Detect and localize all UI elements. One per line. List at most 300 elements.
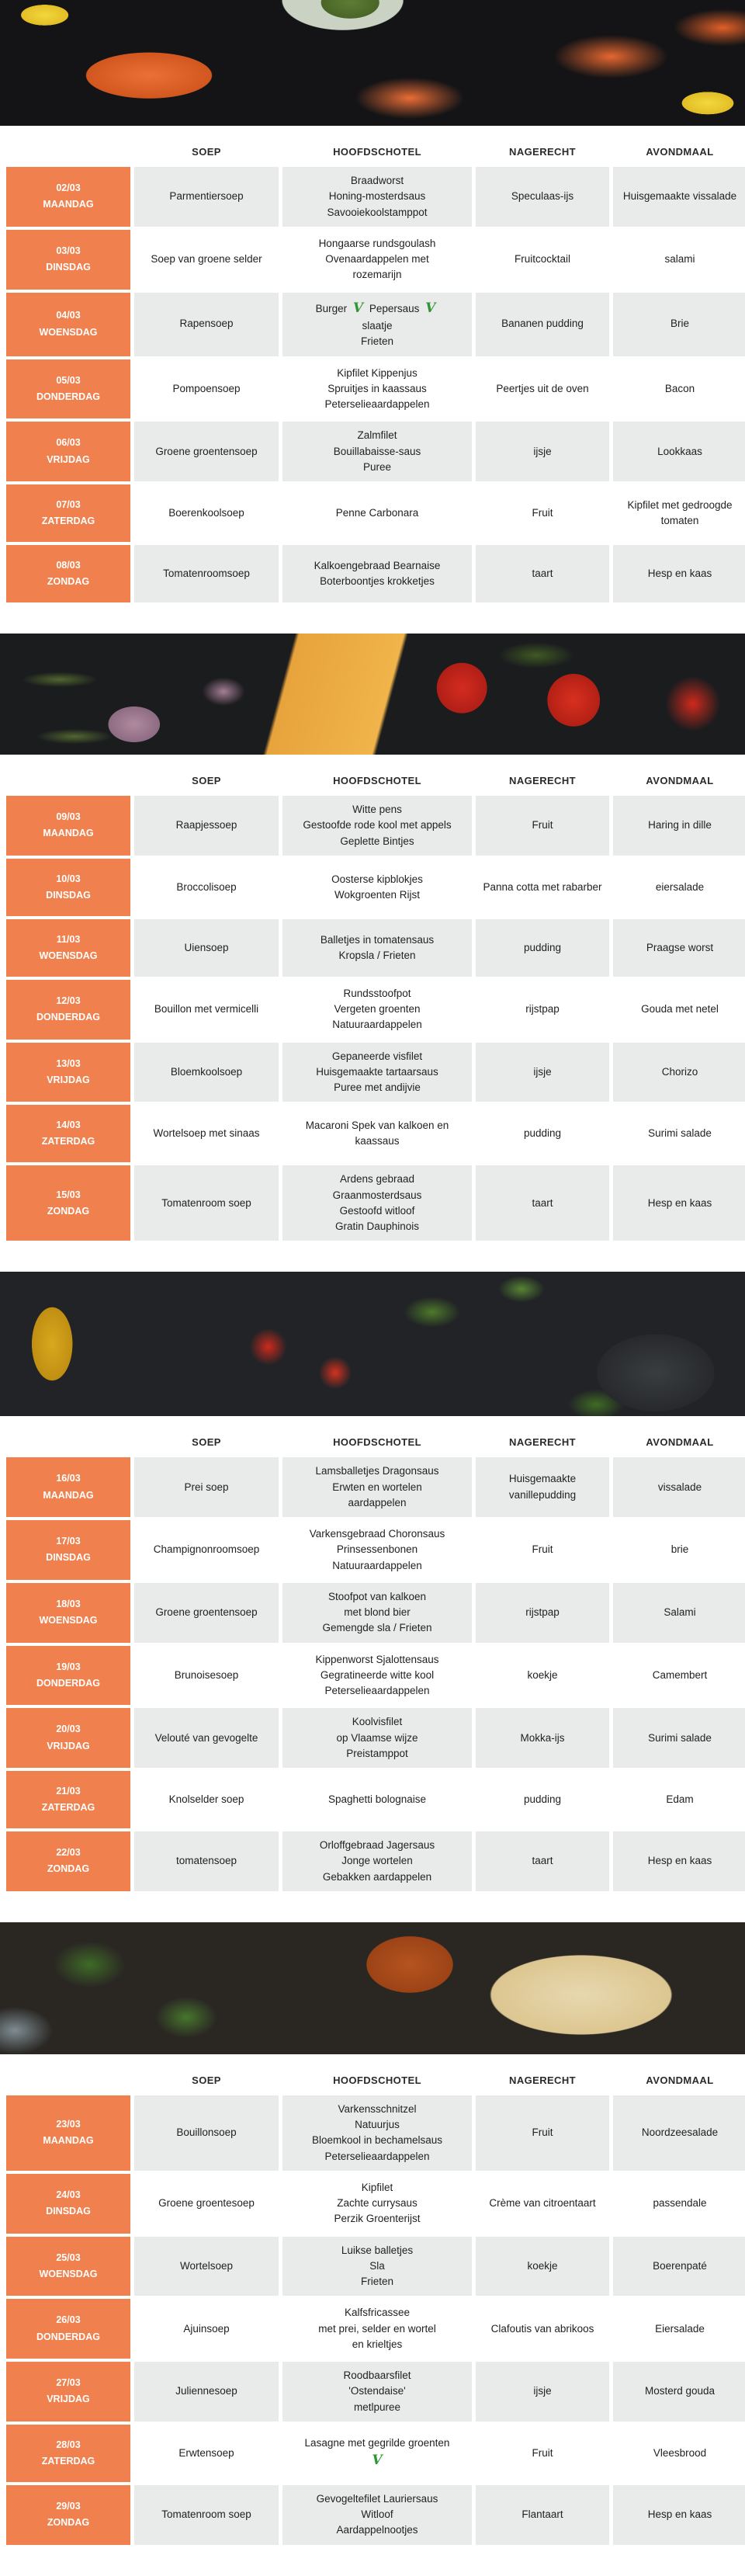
dish-line: Geplette Bintjes (340, 835, 414, 847)
dish-line: Erwtensoep (178, 2446, 234, 2459)
dish-line: Huisgemaakte tartaarsaus (316, 1065, 438, 1078)
dish-line: passendale (653, 2197, 707, 2209)
menu-cell-avondmaal (613, 859, 745, 916)
menu-cell-soep (134, 1457, 279, 1517)
menu-cell-hoofdschotel (282, 796, 472, 856)
table-row (6, 1520, 739, 1580)
row-day: ZATERDAG (41, 516, 95, 526)
row-day: DINSDAG (46, 262, 91, 273)
menu-cell-hoofdschotel (282, 1708, 472, 1768)
menu-cell-hoofdschotel (282, 1831, 472, 1891)
menu-cell-hoofdschotel (282, 1771, 472, 1828)
dish-line: Panna cotta met rabarber (483, 880, 602, 893)
dish-line: Velouté van gevogelte (154, 1731, 258, 1744)
menu-cell-hoofdschotel (282, 980, 472, 1040)
day-cell (6, 1105, 130, 1162)
menu-cell-soep (134, 2362, 279, 2422)
menu-cell-nagerecht (476, 1831, 609, 1891)
menu-cell-avondmaal (613, 1520, 745, 1580)
menu-cell-hoofdschotel (282, 2095, 472, 2171)
row-date: 16/03 (56, 1473, 81, 1484)
dish-line: Orloffgebraad Jagersaus (319, 1839, 435, 1851)
menu-cell-nagerecht (476, 2299, 609, 2359)
dish-line: Jonge wortelen (341, 1855, 413, 1867)
dish-line: Gestoofd witloof (339, 1204, 415, 1217)
row-day: WOENSDAG (39, 326, 98, 338)
menu-cell-nagerecht (476, 230, 609, 290)
dish-line: aardappelen (348, 1496, 407, 1508)
menu-cell-nagerecht (476, 484, 609, 542)
menu-cell-hoofdschotel (282, 1520, 472, 1580)
menu-cell-hoofdschotel (282, 859, 472, 916)
menu-cell-avondmaal (613, 230, 745, 290)
table-row (6, 859, 739, 916)
dish-line: Frieten (360, 335, 394, 348)
menu-cell-soep (134, 293, 279, 356)
menu-cell-nagerecht (476, 1457, 609, 1517)
dish-line: Peterselieaardappelen (324, 1685, 430, 1696)
dish-line: Gratin Dauphinois (334, 1220, 420, 1232)
dish-line: Huisgemaakte vanillepudding (508, 1473, 577, 1501)
table-row (6, 422, 739, 481)
menu-cell-nagerecht (476, 1708, 609, 1768)
dish-line: Roodbaarsfilet (343, 2369, 411, 2381)
dish-line: Stoofpot van kalkoen (327, 1590, 427, 1602)
day-cell (6, 2237, 130, 2297)
dish-line: Natuuraardappelen (332, 1559, 422, 1571)
dish-line: 'Ostendaise' (348, 2385, 406, 2397)
row-date: 08/03 (56, 559, 81, 571)
row-date: 14/03 (56, 1120, 81, 1130)
dish-line: Kalfsfricassee (344, 2307, 411, 2319)
dish-line: Fruit (532, 2446, 553, 2459)
day-cell (6, 1043, 130, 1102)
row-day: DINSDAG (46, 889, 91, 901)
day-cell (6, 2362, 130, 2422)
dish-line: Lamsballetjes Dragonsaus (315, 1465, 439, 1477)
table-row (6, 1831, 739, 1891)
menu-cell-soep (134, 422, 279, 481)
dish-line: Tomatenroom soep (161, 2508, 251, 2520)
menu-cell-hoofdschotel (282, 919, 472, 977)
menu-cell-soep (134, 2237, 279, 2297)
day-cell (6, 2485, 130, 2545)
menu-cell-soep (134, 919, 279, 977)
dish-line: Natuurjus (355, 2119, 400, 2130)
dish-line: Zalmfilet (357, 429, 397, 442)
week-section-4 (0, 1922, 745, 2545)
table-row (6, 1771, 739, 1828)
row-date: 24/03 (56, 2189, 81, 2200)
row-day: ZONDAG (47, 576, 90, 587)
row-date: 29/03 (56, 2500, 81, 2512)
dish-line: Graanmosterdsaus (332, 1189, 422, 1201)
dish-line: Juliennesoep (175, 2385, 237, 2397)
dish-line: Bloemkoolsoep (170, 1065, 243, 1078)
row-date: 23/03 (56, 2119, 81, 2130)
dish-line: pudding (523, 941, 562, 953)
menu-cell-avondmaal (613, 1457, 745, 1517)
dish-line: taart (532, 1196, 553, 1209)
row-day: DONDERDAG (36, 2331, 100, 2342)
menu-cell-avondmaal (613, 2362, 745, 2422)
dish-line: Ardens gebraad (339, 1173, 415, 1186)
menu-cell-nagerecht (476, 2095, 609, 2171)
dish-line: rozemarijn (352, 269, 402, 281)
menu-cell-hoofdschotel (282, 1583, 472, 1643)
dish-line: Gegratineerde witte kool (320, 1668, 435, 1681)
veg-check-icon: V (425, 300, 436, 316)
day-column-header (6, 146, 130, 158)
menu-cell-hoofdschotel (282, 230, 472, 290)
row-day: VRIJDAG (47, 453, 90, 465)
dish-line: Spruitjes in kaassaus (327, 382, 427, 394)
table-row (6, 2095, 739, 2171)
menu-cell-avondmaal (613, 1583, 745, 1643)
menu-cell-soep (134, 2174, 279, 2234)
dish-line: vissalade (657, 1481, 702, 1493)
dish-line: kaassaus (355, 1135, 400, 1147)
dish-line: Gestoofde rode kool met appels (303, 819, 452, 831)
dish-line: Wokgroenten Rijst (334, 888, 421, 901)
menu-cell-nagerecht (476, 1583, 609, 1643)
dish-line: Eiersalade (655, 2322, 705, 2335)
day-cell (6, 484, 130, 542)
dish-line: Clafoutis van abrikoos (490, 2322, 594, 2335)
dish-line: Peertjes uit de oven (496, 382, 589, 394)
dish-line: Braadworst (350, 175, 404, 186)
row-date: 04/03 (56, 310, 81, 321)
day-cell (6, 293, 130, 356)
row-date: 26/03 (56, 2314, 81, 2326)
dish-line: Groene groentensoep (155, 445, 258, 457)
dish-line: Kalkoengebraad Bearnaise (314, 559, 441, 571)
menu-cell-hoofdschotel (282, 1457, 472, 1517)
dish-line: metlpuree (353, 2401, 401, 2413)
table-row (6, 1165, 739, 1241)
row-day: ZONDAG (47, 1205, 90, 1217)
week-section-2 (0, 634, 745, 1241)
column-header-nagerecht: NAGERECHT (509, 146, 576, 158)
menu-cell-nagerecht (476, 293, 609, 356)
column-header-nagerecht: NAGERECHT (509, 775, 576, 786)
column-headers (6, 2054, 739, 2095)
column-header-hoofdschotel: HOOFDSCHOTEL (333, 146, 421, 158)
dish-line: Broccolisoep (176, 880, 237, 893)
menu-cell-avondmaal (613, 980, 745, 1040)
row-date: 18/03 (56, 1598, 81, 1609)
column-header-avondmaal: AVONDMAAL (646, 146, 714, 158)
day-column-header (6, 1436, 130, 1448)
menu-cell-avondmaal (613, 359, 745, 419)
veg-check-icon: V (372, 2453, 383, 2469)
menu-cell-nagerecht (476, 359, 609, 419)
menu-cell-nagerecht (476, 2425, 609, 2482)
dish-line: Burger V Pepersaus V (287, 299, 467, 319)
dish-line: en krieltjes (352, 2338, 403, 2350)
dish-line: ijsje (533, 1065, 552, 1078)
dish-line: Boterboontjes krokketjes (320, 575, 435, 587)
dish-line: Puree (362, 460, 392, 473)
menu-cell-nagerecht (476, 980, 609, 1040)
dish-line: Speculaas-ijs (511, 190, 574, 203)
dish-line: ijsje (533, 2385, 552, 2397)
menu-cell-hoofdschotel (282, 167, 472, 227)
dish-line: Rapensoep (179, 318, 234, 330)
row-day: DONDERDAG (36, 1012, 100, 1023)
table-row (6, 796, 739, 856)
banner-photo-pasta-basil (0, 1922, 745, 2054)
menu-cell-avondmaal (613, 1831, 745, 1891)
menu-cell-soep (134, 484, 279, 542)
dish-line: Edam (666, 1793, 694, 1805)
dish-line: Groene groentensoep (155, 1606, 258, 1618)
row-day: VRIJDAG (47, 2394, 90, 2405)
dish-line: Frieten (360, 2276, 394, 2287)
menu-cell-soep (134, 2299, 279, 2359)
menu-cell-soep (134, 1105, 279, 1162)
table-row (6, 2299, 739, 2359)
day-cell (6, 1520, 130, 1580)
dish-line: Puree met andijvie (334, 1081, 421, 1093)
dish-line: tomatensoep (175, 1855, 237, 1867)
dish-line: Uiensoep (184, 941, 229, 953)
table-row (6, 1457, 739, 1517)
menu-cell-hoofdschotel (282, 2485, 472, 2545)
dish-line: Groene groentesoep (158, 2197, 255, 2209)
row-day: MAANDAG (43, 828, 94, 839)
dish-line: Savooiekoolstamppot (327, 206, 428, 218)
day-cell (6, 167, 130, 227)
dish-line: Rundsstoofpot (343, 987, 411, 999)
menu-cell-nagerecht (476, 545, 609, 602)
row-date: 06/03 (56, 437, 81, 449)
dish-line: Perzik Groenterijst (334, 2213, 421, 2225)
dish-line (287, 2451, 467, 2471)
menu-cell-soep (134, 1646, 279, 1706)
dish-line: Hesp en kaas (647, 1855, 712, 1867)
dish-line: Vleesbrood (653, 2446, 707, 2459)
dish-line: Varkensschnitzel (338, 2102, 417, 2115)
dish-line: Tomatenroomsoep (163, 567, 250, 579)
dish-line: Parmentiersoep (169, 190, 244, 203)
dish-line: Penne Carbonara (335, 506, 419, 519)
dish-line: Hesp en kaas (647, 567, 712, 579)
dish-line: Erwten en wortelen (332, 1481, 422, 1493)
menu-cell-avondmaal (613, 167, 745, 227)
column-header-soep: SOEP (192, 146, 221, 158)
day-cell (6, 1583, 130, 1643)
dish-line: pudding (523, 1793, 562, 1805)
row-day: ZATERDAG (41, 1802, 95, 1813)
row-day: MAANDAG (43, 2135, 94, 2147)
week-section-1 (0, 0, 745, 602)
day-cell (6, 919, 130, 977)
table-row (6, 1708, 739, 1768)
menu-cell-hoofdschotel (282, 1043, 472, 1102)
dish-line: Tomatenroom soep (161, 1196, 251, 1209)
dish-line: Witloof (361, 2508, 393, 2520)
menu-cell-soep (134, 167, 279, 227)
dish-line: Kipfilet (361, 2181, 393, 2193)
dish-line: Wortelsoep met sinaas (153, 1127, 260, 1140)
row-day: VRIJDAG (47, 1740, 90, 1751)
row-day: DINSDAG (46, 1552, 91, 1564)
dish-line: pudding (523, 1127, 562, 1140)
dish-line: Kipfilet Kippenjus (337, 366, 418, 379)
menu-cell-soep (134, 545, 279, 602)
menu-cell-nagerecht (476, 1043, 609, 1102)
dish-line: Peterselieaardappelen (324, 2150, 430, 2162)
menu-cell-hoofdschotel (282, 2237, 472, 2297)
dish-line: Witte pens (352, 804, 402, 815)
day-cell (6, 1165, 130, 1241)
menu-cell-hoofdschotel (282, 545, 472, 602)
menu-cell-nagerecht (476, 859, 609, 916)
dish-line: rijstpap (525, 1606, 560, 1618)
dish-line: Huisgemaakte vissalade (622, 190, 737, 203)
dish-line: koekje (527, 1668, 558, 1681)
day-cell (6, 796, 130, 856)
dish-line: slaatje (362, 320, 393, 332)
dish-line: Salami (664, 1606, 696, 1618)
row-date: 19/03 (56, 1661, 81, 1672)
row-date: 12/03 (56, 995, 81, 1006)
day-cell (6, 1771, 130, 1828)
menu-cell-hoofdschotel (282, 293, 472, 356)
row-day: ZONDAG (47, 2517, 90, 2529)
banner-photo-oliveoil-peppers-mortar (0, 1272, 745, 1416)
table-row (6, 545, 739, 602)
dish-line: Peterselieaardappelen (324, 398, 430, 410)
menu-cell-soep (134, 2095, 279, 2171)
dish-line: Bouillabaisse-saus (333, 445, 421, 457)
menu-cell-soep (134, 1520, 279, 1580)
dish-line: Bacon (664, 382, 695, 394)
menu-cell-nagerecht (476, 422, 609, 481)
dish-line: Sla (369, 2259, 385, 2272)
menu-cell-avondmaal (613, 422, 745, 481)
menu-cell-avondmaal (613, 293, 745, 356)
dish-line: Brunoisesoep (174, 1668, 239, 1681)
row-day: DINSDAG (46, 2206, 91, 2217)
day-column-header (6, 775, 130, 786)
menu-table (0, 755, 745, 1241)
menu-cell-nagerecht (476, 1771, 609, 1828)
menu-cell-avondmaal (613, 919, 745, 977)
column-header-soep: SOEP (192, 2074, 221, 2086)
menu-cell-soep (134, 2425, 279, 2482)
dish-line: Haring in dille (648, 819, 712, 831)
row-date: 25/03 (56, 2251, 81, 2263)
row-date: 22/03 (56, 1847, 81, 1859)
dish-line: taart (532, 567, 553, 579)
menu-cell-hoofdschotel (282, 359, 472, 419)
column-header-hoofdschotel: HOOFDSCHOTEL (333, 1436, 421, 1449)
dish-line: Kipfilet met gedroogde tomaten (627, 498, 733, 526)
menu-cell-soep (134, 1771, 279, 1828)
menu-cell-avondmaal (613, 1165, 745, 1241)
dish-line: Hesp en kaas (647, 2508, 712, 2520)
row-day: ZATERDAG (41, 2455, 95, 2467)
menu-cell-hoofdschotel (282, 422, 472, 481)
dish-line: Aardappelnootjes (336, 2524, 418, 2536)
banner-photo-tomato-garlic-spaghetti (0, 634, 745, 755)
menu-cell-hoofdschotel (282, 2174, 472, 2234)
row-day: ZONDAG (47, 1863, 90, 1875)
dish-line: Macaroni Spek van kalkoen en (305, 1120, 449, 1131)
column-header-soep: SOEP (192, 775, 221, 786)
dish-line: Bloemkool in bechamelsaus (311, 2134, 443, 2147)
day-cell (6, 859, 130, 916)
menu-table (0, 1416, 745, 1891)
dish-line: Hongaarse rundsgoulash (318, 237, 436, 249)
table-row (6, 230, 739, 290)
dish-line: Crème van citroentaart (489, 2197, 596, 2209)
dish-line: Honing-mosterdsaus (328, 190, 426, 203)
menu-cell-soep (134, 1165, 279, 1241)
dish-line: met prei, selder en wortel (318, 2322, 436, 2335)
row-date: 15/03 (56, 1189, 81, 1200)
row-day: WOENSDAG (39, 950, 98, 961)
dish-line: Wortelsoep (179, 2259, 234, 2272)
day-cell (6, 2174, 130, 2234)
day-cell (6, 1457, 130, 1517)
menu-cell-nagerecht (476, 167, 609, 227)
column-header-avondmaal: AVONDMAAL (646, 2074, 714, 2086)
menu-cell-nagerecht (476, 2362, 609, 2422)
row-day: MAANDAG (43, 1489, 94, 1501)
row-day: MAANDAG (43, 199, 94, 210)
menu-cell-nagerecht (476, 2237, 609, 2297)
table-row (6, 484, 739, 542)
day-cell (6, 359, 130, 419)
table-row (6, 1646, 739, 1706)
dish-line: Surimi salade (648, 1127, 712, 1140)
day-cell (6, 2095, 130, 2171)
row-date: 21/03 (56, 1785, 81, 1797)
dish-line: Spaghetti bolognaise (327, 1793, 427, 1805)
dish-line: op Vlaamse wijze (336, 1731, 418, 1744)
row-day: WOENSDAG (39, 2268, 98, 2279)
dish-line: Bouillon met vermicelli (154, 1003, 259, 1015)
column-header-soep: SOEP (192, 1436, 221, 1449)
row-day: DONDERDAG (36, 1677, 100, 1689)
menu-cell-soep (134, 1583, 279, 1643)
dish-line: Oosterse kipblokjes (331, 873, 423, 885)
row-date: 07/03 (56, 498, 81, 510)
menu-cell-avondmaal (613, 1708, 745, 1768)
dish-line: koekje (527, 2259, 558, 2272)
banner-photo-shrimp-pesto-lemon (0, 0, 745, 126)
menu-cell-avondmaal (613, 2095, 745, 2171)
dish-line: Bananen pudding (501, 318, 584, 330)
menu-table (0, 126, 745, 602)
row-date: 17/03 (56, 1536, 81, 1547)
day-cell (6, 230, 130, 290)
table-row (6, 167, 739, 227)
menu-cell-avondmaal (613, 2174, 745, 2234)
table-row (6, 980, 739, 1040)
dish-line: Brie (670, 318, 689, 330)
dish-line: Raapjessoep (175, 819, 237, 831)
day-cell (6, 1646, 130, 1706)
menu-cell-hoofdschotel (282, 1165, 472, 1241)
menu-cell-soep (134, 1831, 279, 1891)
dish-line: Ajuinsoep (183, 2322, 230, 2335)
dish-line: Hesp en kaas (647, 1196, 712, 1209)
dish-line: Mokka-ijs (520, 1731, 565, 1744)
